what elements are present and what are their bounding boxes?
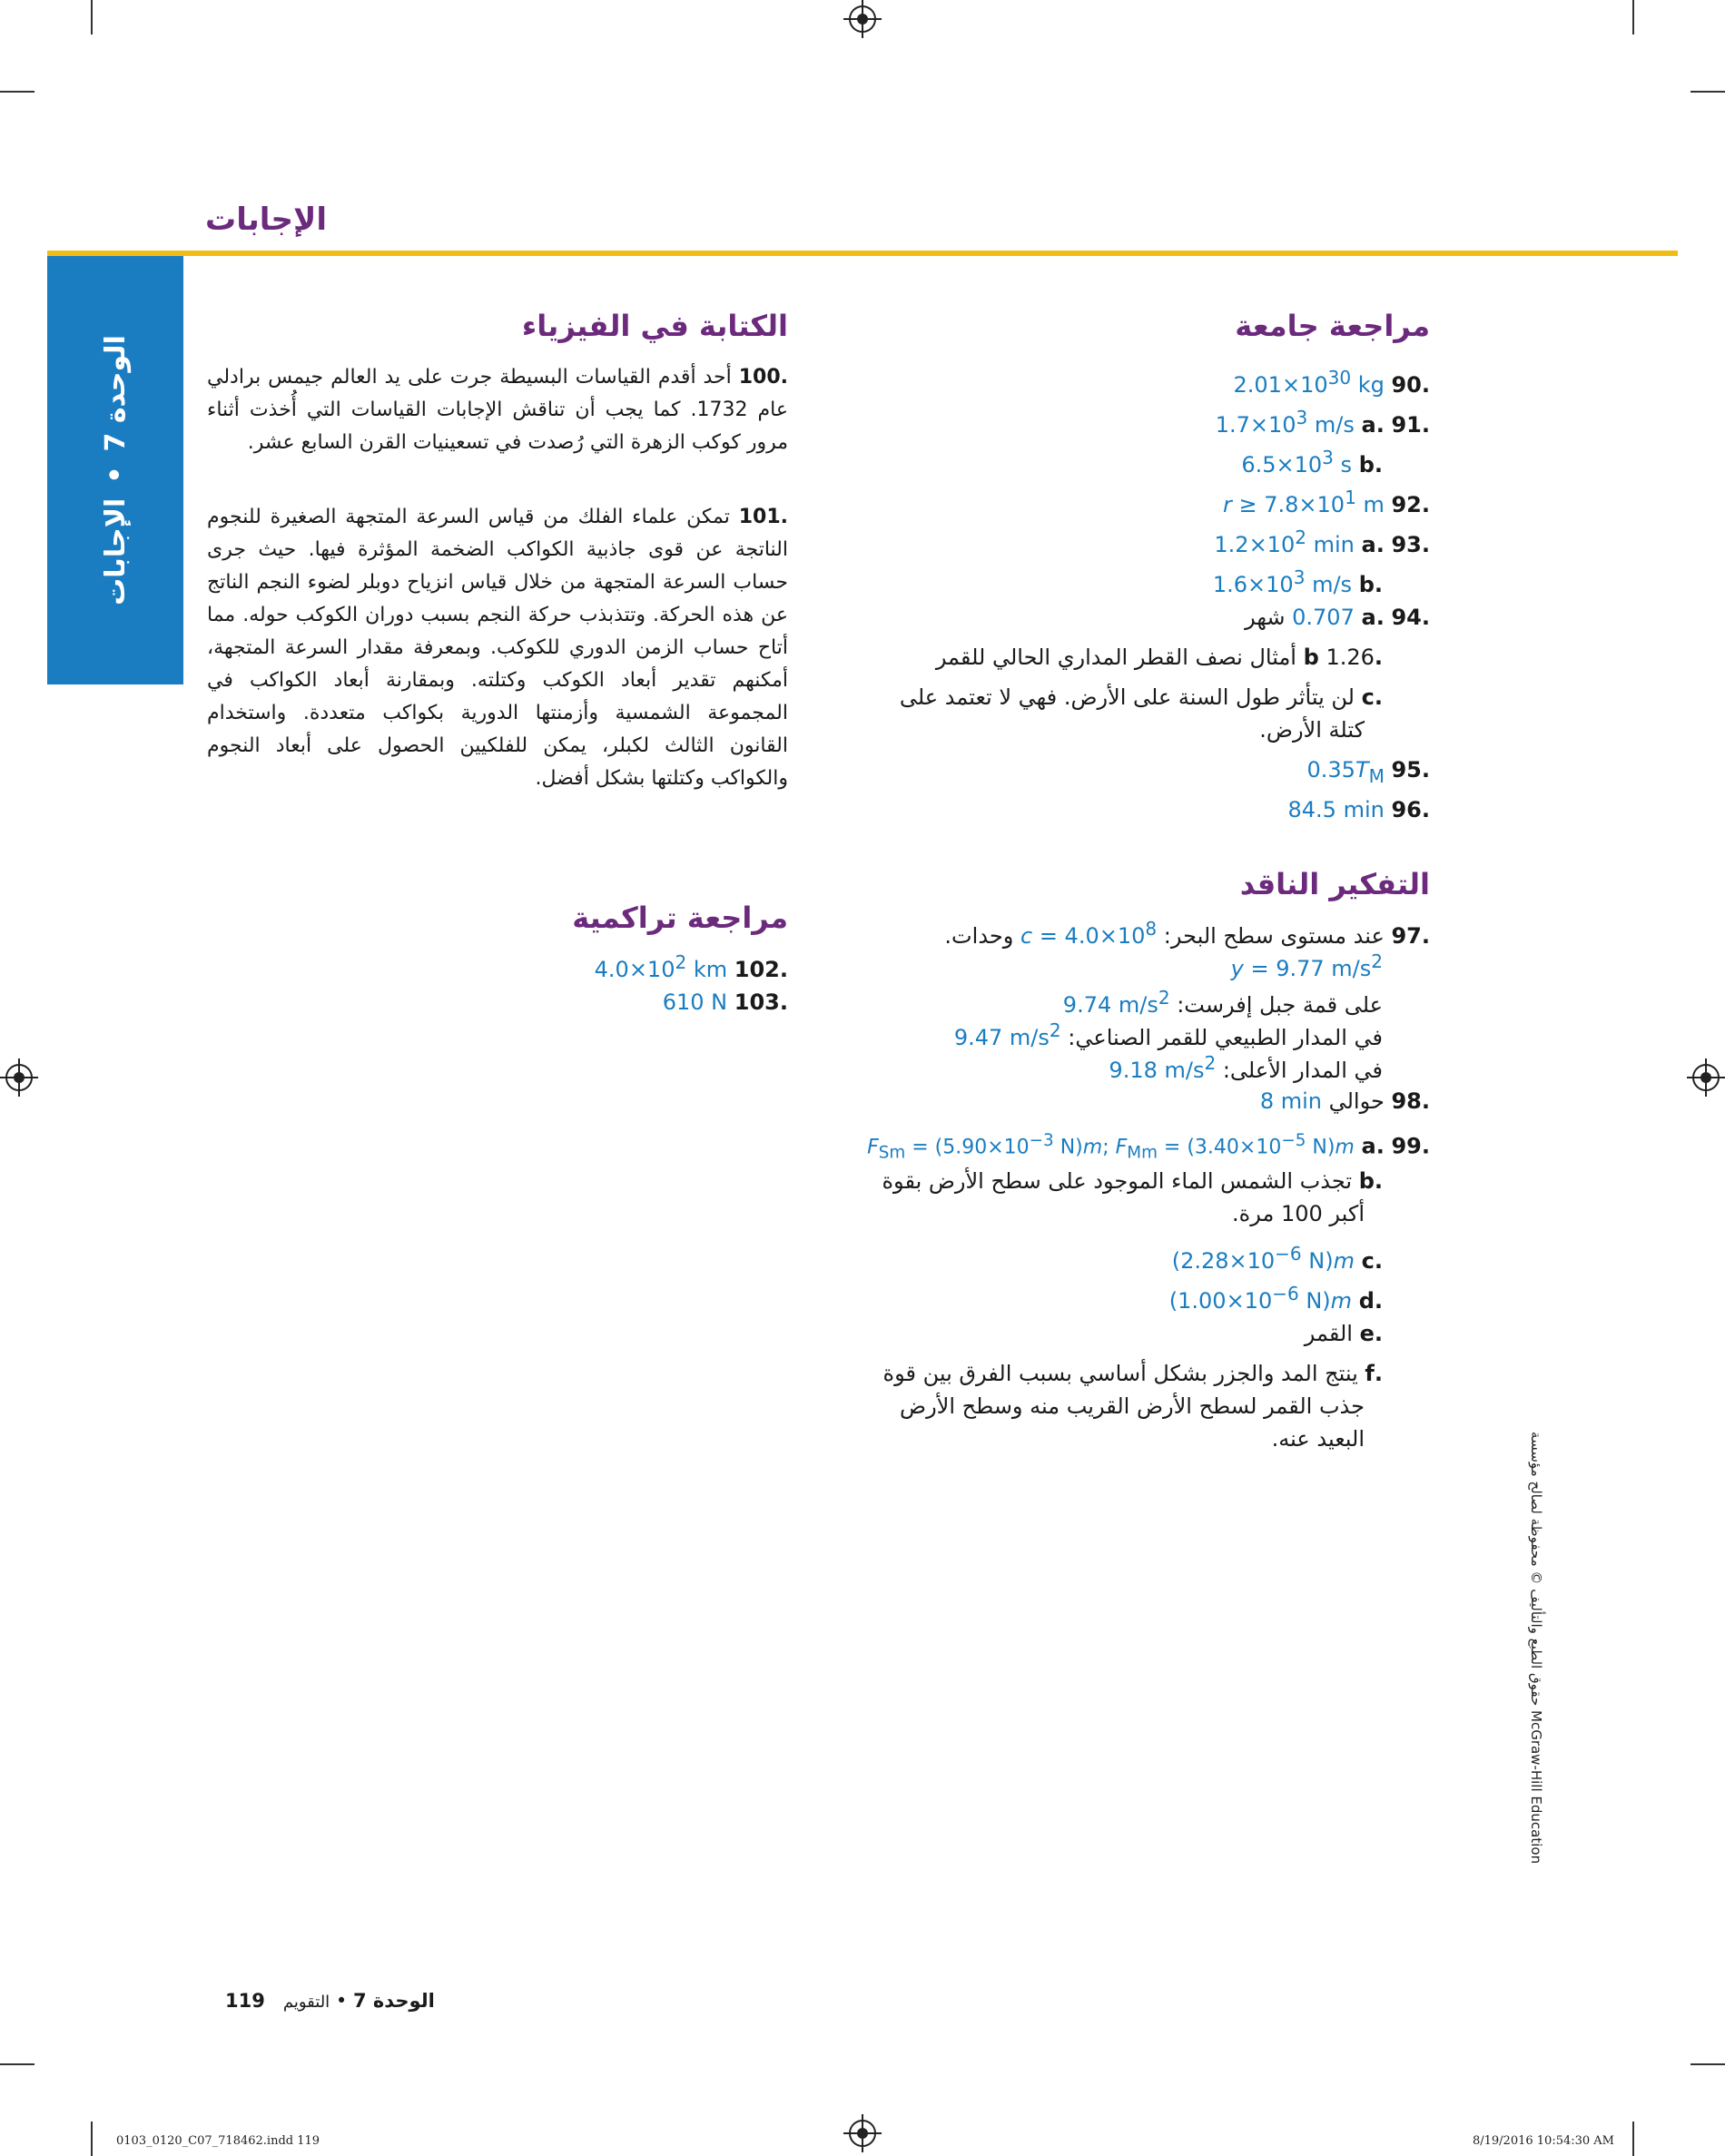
crop-mark [0, 91, 34, 93]
answer-paragraph-100: .100 أحد أقدم القياسات البسيطة جرت على يد العالم جيمس برادلي عام 1732. كما يجب أن تناقش الإجابات القياسات التي أُخذت أثناء مرور كوكب الزهرة التي رُصدت في تسعينيات القرن السابع عشر. [207, 366, 789, 454]
answer-item: .92 $r \ge 7.8\times 10^1$ m [1223, 487, 1430, 517]
registration-mark-icon [849, 2120, 876, 2147]
crop-mark [0, 2063, 34, 2065]
writing-heading: الكتابة في الفيزياء [521, 309, 788, 343]
answer-item: على قمة جبل إفرست: 9.74 $m/s^2$ [1062, 987, 1383, 1018]
answer-item: في المدار الأعلى: 9.18 $m/s^2$ [1109, 1052, 1383, 1083]
folio-bullet: • [335, 1990, 348, 2012]
crop-mark [1690, 91, 1725, 93]
side-tab [47, 256, 183, 684]
answer-item-continued: كتلة الأرض. [1259, 717, 1365, 743]
answer-item: .c لن يتأثر طول السنة على الأرض. فهي لا تعتمد على [899, 684, 1383, 710]
answer-item: .98 حوالي 8 min [1259, 1088, 1430, 1114]
answer-item: .99 .a $F_{Sm} = (5.90\times 10^{-3}$ N)m; $F_{Mm} = (3.40\times 10^{-5}$ N)m [867, 1131, 1430, 1163]
answer-item: .91 .a $1.7\times 10^3$ m/s [1215, 407, 1430, 438]
answer-item: .e القمر [1304, 1321, 1383, 1346]
answer-item: .b تجذب الشمس الماء الموجود على سطح الأرض بقوة [882, 1168, 1383, 1194]
review-heading: مراجعة جامعة [1235, 309, 1430, 343]
crop-mark [91, 0, 93, 34]
registration-mark-icon [849, 5, 876, 33]
answer-item: .96 84.5 min [1287, 797, 1430, 822]
answer-item: .90 $2.01\times 10^{30}$ kg [1233, 367, 1430, 398]
header-rule [47, 251, 1678, 256]
answer-item-continued: y = 9.77 $m/s^2$ [1230, 950, 1383, 981]
answer-item: .102 $4.0\times 10^2$ km [594, 951, 788, 982]
crop-mark [91, 2122, 93, 2156]
cumulative-review-heading: مراجعة تراكمية [572, 901, 788, 935]
answer-item: .b 1.26 أمثال نصف القطر المداري الحالي للقمر [935, 645, 1383, 670]
registration-mark-icon [1692, 1064, 1720, 1091]
answer-item: .f ينتج المد والجزر بشكل أساسي بسبب الفرق بين قوة [882, 1361, 1383, 1386]
answer-item-continued: أكبر 100 مرة. [1232, 1201, 1365, 1226]
answer-item: .97 عند مستوى سطح البحر: $c = 4.0\times 10^8$ وحدات. [944, 918, 1430, 949]
page-number: 119 [225, 1990, 265, 2012]
answer-item: في المدار الطبيعي للقمر الصناعي: 9.47 $m/s^2$ [953, 1019, 1383, 1050]
answer-item: .d ($1.00\times 10^{-6}$ N)m [1168, 1283, 1383, 1314]
answer-item: .b $6.5\times 10^3$ s [1241, 447, 1383, 477]
crop-mark [1632, 2122, 1634, 2156]
crop-mark [1690, 2063, 1725, 2065]
side-tab-separator: • [99, 466, 132, 484]
answer-item: .93 .a $1.2\times 10^2$ min [1214, 527, 1430, 557]
answer-item-continued: جذب القمر لسطح الأرض القريب منه وسطح الأرض [900, 1393, 1365, 1419]
critical-thinking-heading: التفكير الناقد [1239, 867, 1430, 901]
answer-item: .103 610 N [662, 989, 788, 1015]
folio-chapter: التقويم [282, 1993, 330, 2012]
slug-file-info: 0103_0120_C07_718462.indd 119 [116, 2134, 320, 2148]
side-tab-unit: الوحدة 7 [99, 335, 132, 452]
folio-unit: الوحدة 7 [352, 1990, 435, 2012]
page-title: الإجابات [205, 202, 327, 238]
slug-timestamp: 8/19/2016 10:54:30 AM [1472, 2134, 1614, 2148]
answer-item: .b $1.6\times 10^3$ m/s [1212, 566, 1383, 597]
review-list [740, 361, 1430, 833]
answer-item-continued: البعيد عنه. [1271, 1426, 1365, 1452]
answer-item: .c ($2.28\times 10^{-6}$ N)m [1171, 1243, 1383, 1274]
critical-list [740, 912, 1430, 1455]
answer-paragraph-101: .101 تمكن علماء الفلك من قياس السرعة المتجهة الصغيرة للنجوم الناتجة عن قوى جاذبية الكواكب الضخمة المؤثرة فيها. حيث جرى حساب السرعة المتجهة من خلال قياس انزياح دوبلر لضوء النجم الناتج عن هذه الحركة. وتتذبذب حركة النجم بسبب دوران الكوكب حوله. مما أتاح حساب الزمن الدوري للكوكب. وبمعرفة مقدار السرعة المتجهة، أمكنهم تقدير أبعاد الكوكب وكتلته. وبمقارنة أبعاد الكواكب في المجموعة الشمسية وأزمنتها الدورية بكواكب متعددة. واستخدام القانون الثالث لكبلر، يمكن للفلكيين الحصول على أبعاد النجوم والكواكب وكتلتها بشكل أفضل. [207, 506, 789, 790]
answer-item: .95 $0.35T_M$ [1306, 757, 1430, 787]
crop-mark [1632, 0, 1634, 34]
answer-item: .94 .a 0.707 شهر [1245, 605, 1430, 630]
cumulative-list [425, 946, 788, 1026]
side-tab-section: الإجابات [99, 497, 132, 605]
copyright-notice: حقوق الطبع والتأليف © محفوظة لصالح مؤسسة McGraw-Hill Education [1528, 1431, 1544, 1865]
page-folio [225, 1990, 435, 2012]
registration-mark-icon [5, 1064, 33, 1091]
